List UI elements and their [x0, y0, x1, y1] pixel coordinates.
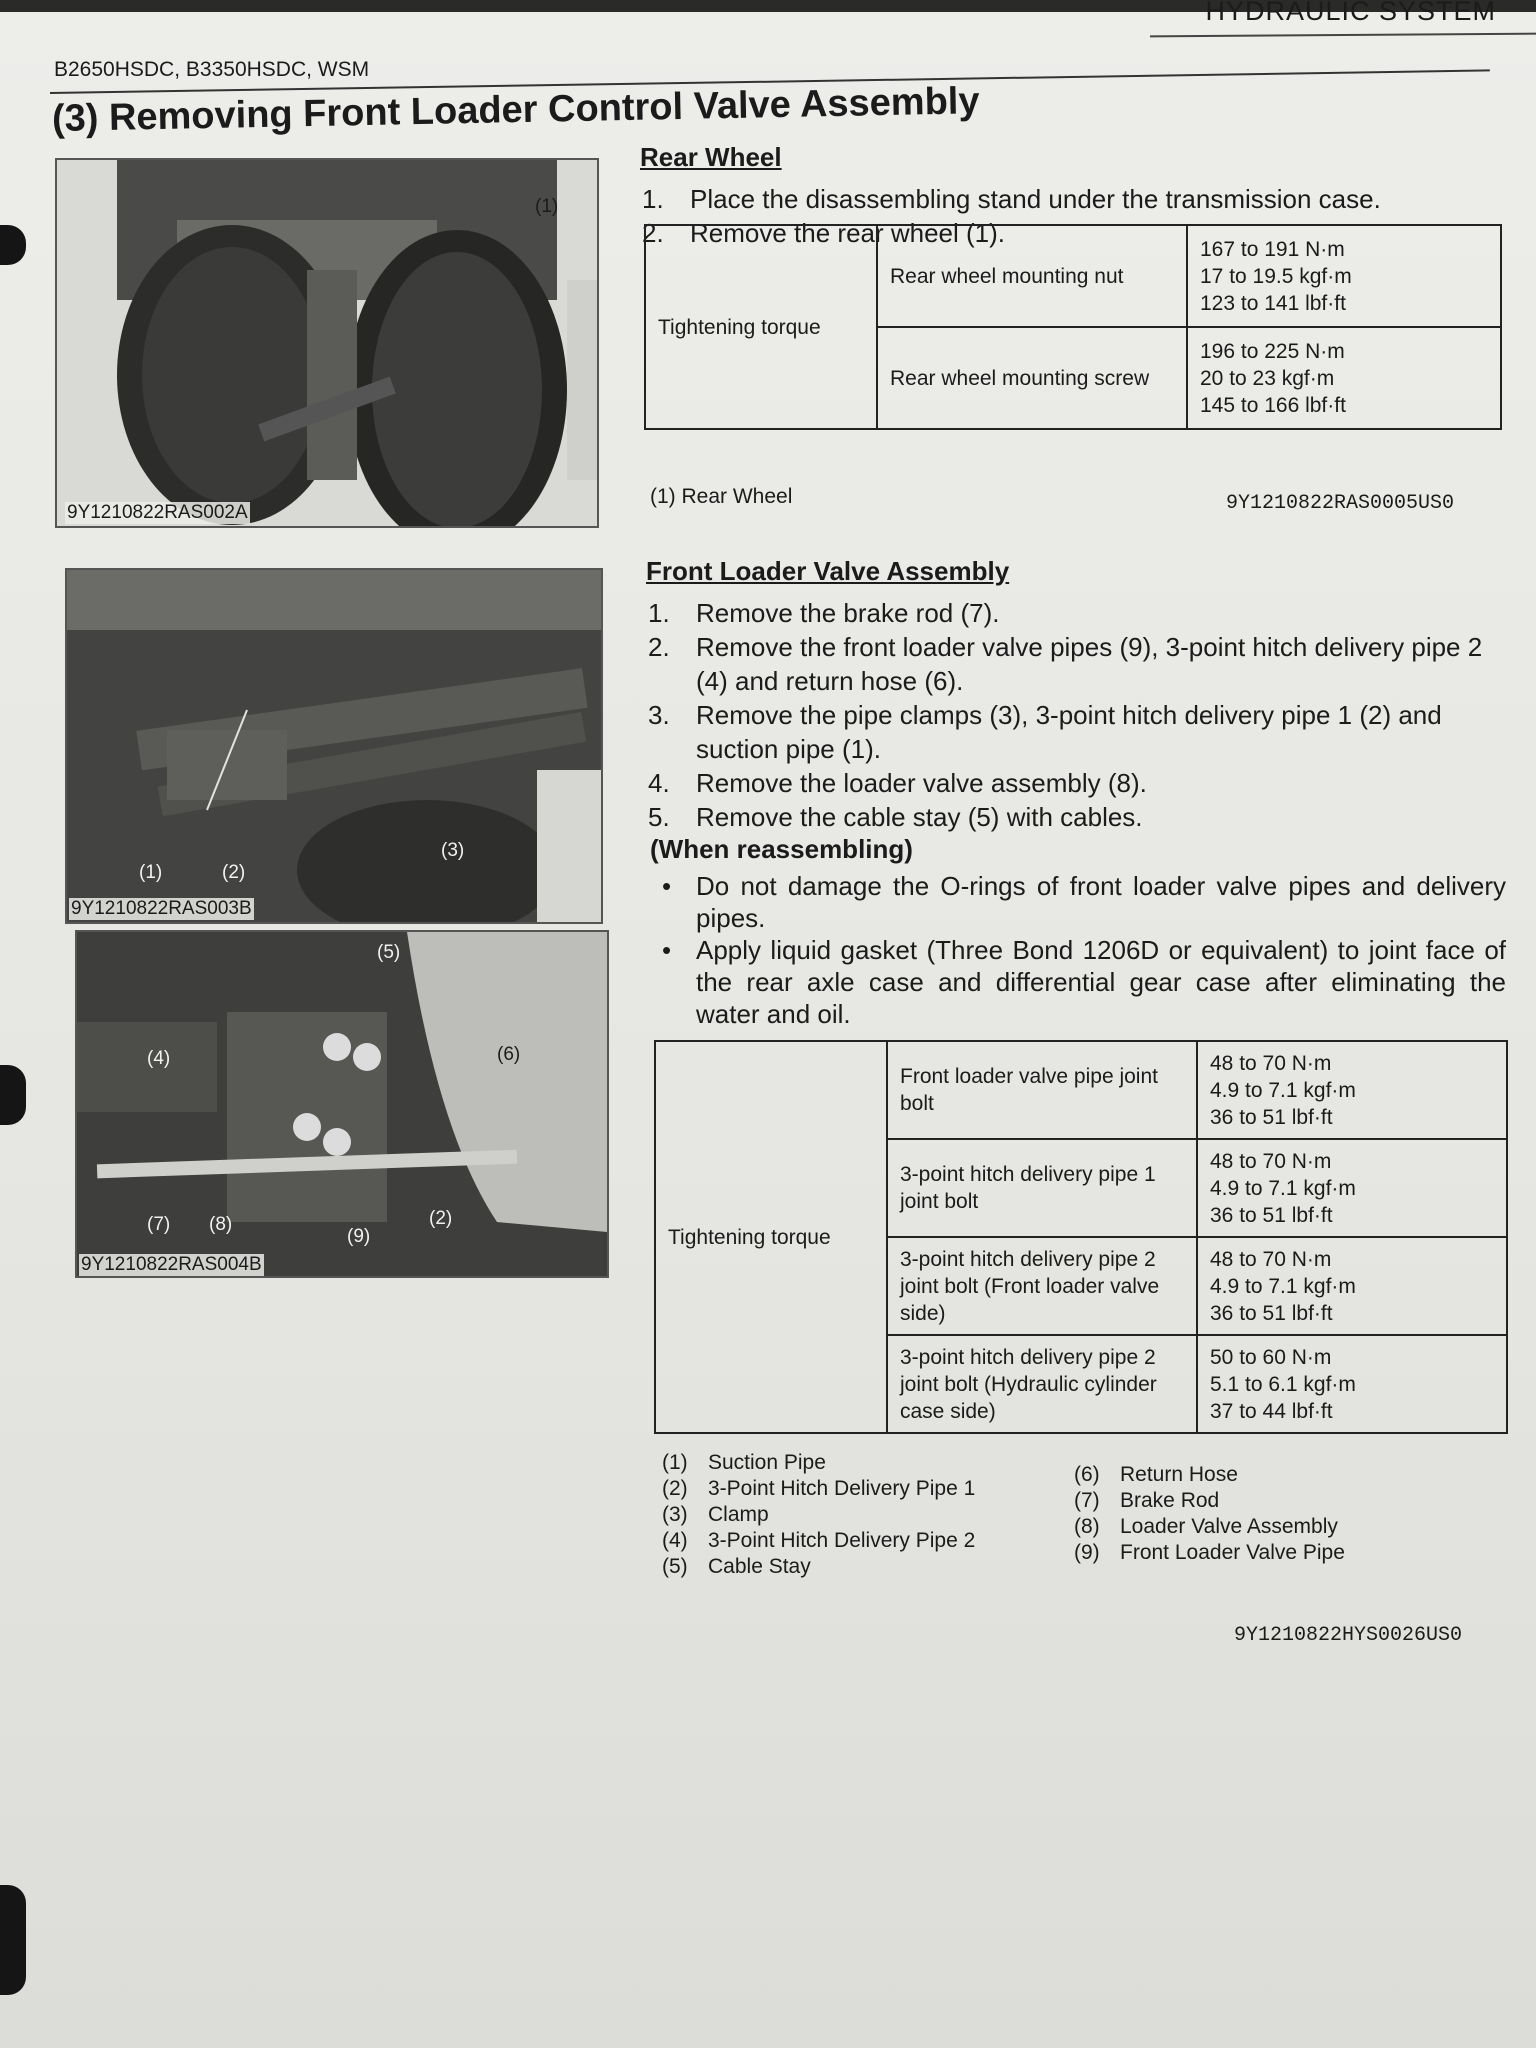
torque-value-nm: 48 to 70 N·m — [1210, 1149, 1332, 1173]
valve-legend-right — [1074, 1462, 1345, 1566]
rear-wheel-heading: Rear Wheel — [640, 142, 782, 172]
value-cell — [1187, 225, 1501, 327]
section-title: HYDRAULIC SYSTEM — [1205, 0, 1496, 26]
legend-text: 3-Point Hitch Delivery Pipe 2 — [708, 1529, 976, 1552]
torque-value-lbfft: 36 to 51 lbf·ft — [1210, 1301, 1333, 1325]
callout-7: (7) — [147, 1214, 171, 1235]
legend-number: (9) — [1074, 1541, 1100, 1564]
legend-number: (2) — [662, 1477, 688, 1500]
step-item — [648, 766, 1504, 800]
legend-text: Return Hose — [1120, 1463, 1238, 1486]
callout-1: (1) — [535, 196, 559, 217]
legend-item — [662, 1502, 975, 1528]
legend-number: (6) — [1074, 1463, 1100, 1486]
step-number: 1. — [648, 598, 670, 628]
reference-code: 9Y1210822HYS0026US0 — [1234, 1624, 1463, 1647]
callout-3: (3) — [441, 840, 465, 861]
reassembly-notes — [650, 870, 1506, 1030]
torque-value-nm: 50 to 60 N·m — [1210, 1345, 1332, 1369]
binder-ring — [0, 1885, 26, 1995]
reassembly-heading: (When reassembling) — [650, 834, 913, 864]
legend-item — [662, 1450, 975, 1476]
item-cell: Front loader valve pipe joint bolt — [887, 1041, 1197, 1139]
legend-item — [1074, 1540, 1345, 1566]
callout-4: (4) — [147, 1048, 171, 1069]
figure-id: 9Y1210822RAS004B — [81, 1254, 262, 1275]
callout-5: (5) — [377, 942, 401, 963]
item-cell: Rear wheel mounting nut — [877, 225, 1187, 327]
pipes-photo-lower — [65, 568, 603, 924]
legend-item — [662, 1554, 975, 1580]
value-cell — [1197, 1237, 1507, 1335]
step-item — [648, 698, 1504, 766]
value-cell — [1197, 1139, 1507, 1237]
value-cell — [1197, 1335, 1507, 1433]
step-number: 2. — [648, 632, 670, 662]
rear-wheel-torque-table — [644, 224, 1502, 430]
torque-value-kgfm: 4.9 to 7.1 kgf·m — [1210, 1274, 1356, 1298]
valve-torque-table — [654, 1040, 1508, 1434]
step-number: 1. — [642, 184, 664, 214]
valve-assembly-photo — [75, 930, 609, 1278]
valve-legend-left — [662, 1450, 975, 1580]
torque-value-nm: 196 to 225 N·m — [1200, 339, 1345, 363]
step-item — [648, 800, 1504, 834]
step-number: 5. — [648, 802, 670, 832]
binder-hole — [0, 1065, 26, 1125]
legend-number: (5) — [662, 1555, 688, 1578]
table-row — [655, 1041, 1507, 1139]
legend-text: 3-Point Hitch Delivery Pipe 1 — [708, 1477, 976, 1500]
item-cell: 3-point hitch delivery pipe 2 joint bolt (Front loader valve side) — [887, 1237, 1197, 1335]
torque-value-nm: 48 to 70 N·m — [1210, 1051, 1332, 1075]
value-cell — [1197, 1041, 1507, 1139]
item-cell: 3-point hitch delivery pipe 1 joint bolt — [887, 1139, 1197, 1237]
rear-wheel-legend: (1) Rear Wheel — [650, 485, 793, 508]
torque-value-lbfft: 36 to 51 lbf·ft — [1210, 1105, 1333, 1129]
torque-label-cell: Tightening torque — [645, 225, 877, 429]
rear-wheel-photo — [55, 158, 599, 528]
legend-item — [1074, 1514, 1345, 1540]
legend-number: (3) — [662, 1503, 688, 1526]
torque-value-kgfm: 4.9 to 7.1 kgf·m — [1210, 1176, 1356, 1200]
step-number: 2. — [642, 218, 664, 248]
legend-item — [1074, 1462, 1345, 1488]
item-cell: 3-point hitch delivery pipe 2 joint bolt (Hydraulic cylinder case side) — [887, 1335, 1197, 1433]
figure-id: 9Y1210822RAS002A — [67, 502, 248, 523]
torque-value-lbfft: 37 to 44 lbf·ft — [1210, 1399, 1333, 1423]
value-cell — [1187, 327, 1501, 429]
legend-text: Clamp — [708, 1503, 769, 1526]
figure-id: 9Y1210822RAS003B — [71, 898, 252, 919]
legend-text: Cable Stay — [708, 1555, 811, 1578]
callout-2: (2) — [429, 1208, 453, 1229]
torque-value-nm: 48 to 70 N·m — [1210, 1247, 1332, 1271]
torque-value-lbfft: 145 to 166 lbf·ft — [1200, 393, 1346, 417]
step-item — [648, 596, 1504, 630]
legend-number: (1) — [662, 1451, 688, 1474]
callout-2: (2) — [222, 862, 246, 883]
torque-value-kgfm: 5.1 to 6.1 kgf·m — [1210, 1372, 1356, 1396]
step-number: 3. — [648, 700, 670, 730]
legend-text: Front Loader Valve Pipe — [1120, 1541, 1345, 1564]
step-item — [642, 182, 1502, 216]
step-text: Place the disassembling stand under the transmission case. — [690, 184, 1381, 214]
legend-text: Brake Rod — [1120, 1489, 1220, 1512]
step-text: Remove the cable stay (5) with cables. — [696, 802, 1143, 832]
legend-item — [662, 1528, 975, 1554]
callout-1: (1) — [139, 862, 163, 883]
legend-number: (7) — [1074, 1489, 1100, 1512]
reference-code: 9Y1210822RAS0005US0 — [1226, 492, 1455, 515]
callout-6: (6) — [497, 1044, 521, 1065]
step-text: Remove the front loader valve pipes (9), 3-point hitch delivery pipe 2 (4) and return hose (6). — [696, 632, 1483, 696]
legend-text: Loader Valve Assembly — [1120, 1515, 1338, 1538]
legend-item — [1074, 1488, 1345, 1514]
torque-value-lbfft: 123 to 141 lbf·ft — [1200, 291, 1346, 315]
step-number: 4. — [648, 768, 670, 798]
step-text: Remove the brake rod (7). — [696, 598, 1000, 628]
table-row — [645, 225, 1501, 327]
step-text: Remove the rear wheel (1). — [690, 218, 1006, 248]
callout-8: (8) — [209, 1214, 233, 1235]
note-item: • Do not damage the O-rings of front loader valve pipes and delivery pipes. — [650, 870, 1506, 934]
page-title: (3) Removing Front Loader Control Valve Assembly — [51, 80, 980, 140]
note-item: • Apply liquid gasket (Three Bond 1206D or equivalent) to joint face of the rear axle case and differential gear case after eliminating the water and oil. — [650, 934, 1506, 1030]
binder-hole — [0, 225, 26, 265]
header-tab-line — [1150, 33, 1536, 38]
valve-heading: Front Loader Valve Assembly — [646, 556, 1010, 586]
torque-value-lbfft: 36 to 51 lbf·ft — [1210, 1203, 1333, 1227]
document-code: B2650HSDC, B3350HSDC, WSM — [54, 58, 370, 81]
legend-text: Suction Pipe — [708, 1451, 826, 1474]
valve-steps — [648, 596, 1504, 834]
legend-number: (4) — [662, 1529, 688, 1552]
step-text: Remove the pipe clamps (3), 3-point hitch delivery pipe 1 (2) and suction pipe (1). — [696, 700, 1442, 764]
torque-value-nm: 167 to 191 N·m — [1200, 237, 1345, 261]
torque-label-cell: Tightening torque — [655, 1041, 887, 1433]
torque-value-kgfm: 17 to 19.5 kgf·m — [1200, 264, 1352, 288]
step-item — [648, 630, 1504, 698]
step-text: Remove the loader valve assembly (8). — [696, 768, 1147, 798]
legend-number: (8) — [1074, 1515, 1100, 1538]
torque-value-kgfm: 4.9 to 7.1 kgf·m — [1210, 1078, 1356, 1102]
callout-9: (9) — [347, 1226, 371, 1247]
legend-item — [662, 1476, 975, 1502]
item-cell: Rear wheel mounting screw — [877, 327, 1187, 429]
torque-value-kgfm: 20 to 23 kgf·m — [1200, 366, 1335, 390]
